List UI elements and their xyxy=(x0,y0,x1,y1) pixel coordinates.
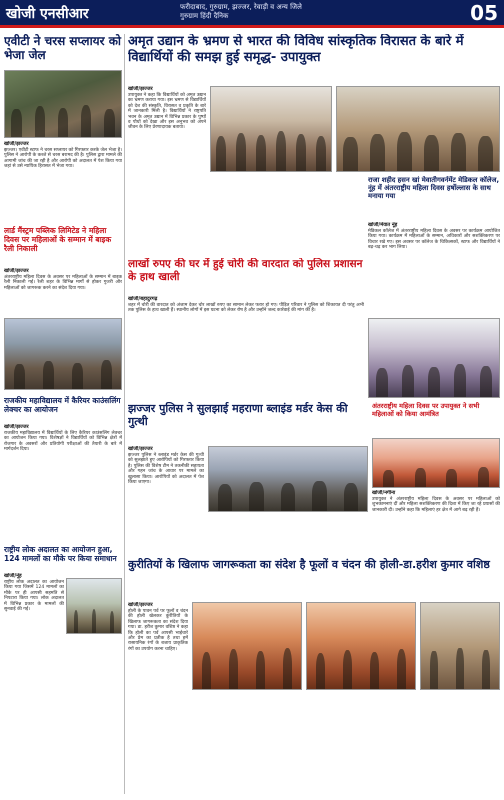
masthead xyxy=(0,0,504,28)
story6-headline-box xyxy=(128,402,368,442)
story9-body: राष्ट्रीय लोक अदालत का आयोजन किया गया जिसमें 124 मामलों का मौके पर ही आपसी सहमति से निपटारा किया गया। लोक अदालत में विभिन्न प्रकार के मामलों की सुनवाई की गई। xyxy=(4,580,64,613)
story8-body: उपायुक्त ने अंतरराष्ट्रीय महिला दिवस के अवसर पर महिलाओं को शुभकामनाएं दीं और महिला सशक्तिकरण की दिशा में किए जा रहे प्रयासों की जानकारी दी। उन्होंने कहा कि महिलाएं हर क्षेत्र में आगे बढ़ रही हैं। xyxy=(372,497,500,513)
story10-photo-2 xyxy=(306,602,416,690)
story3-headline-box xyxy=(128,258,364,294)
story8-photo xyxy=(372,438,500,488)
story10-byline: खोजी/झज्जर xyxy=(128,602,153,608)
story5-photo xyxy=(4,318,122,390)
story5-body-box xyxy=(4,268,122,316)
story2-photo-right xyxy=(336,86,500,172)
story4-headline-box xyxy=(368,176,500,220)
story5-headline-box xyxy=(4,226,122,266)
page-number: 05 xyxy=(470,1,498,25)
story1-byline: खोजी/झज्जर xyxy=(4,141,29,147)
story9-headline[interactable]: राष्ट्रीय लोक अदालत का आयोजन हुआ, 124 मामलों का मौके पर किया समाधान xyxy=(4,545,117,563)
story3-headline[interactable]: लाखों रुपए की घर में हुई चोरी की वारदात को पुलिस प्रशासन के हाथ खाली xyxy=(128,258,363,283)
story10-headline[interactable]: कुरीतियों के खिलाफ जागरूकता का संदेश है फूलों व चंदन की होली-डा.हरीश कुमार वशिष्ठ xyxy=(128,558,490,571)
story6-headline[interactable]: झज्जर पुलिस ने सुलझाई महराणा ब्लाइंड मर्डर केस की गुत्थी xyxy=(128,402,348,428)
story5-headline[interactable]: लार्ड मैंस्ट्रम पब्लिक लिमिटेड ने महिला दिवस पर महिलाओं के सम्मान में बाइक रैली निकाली xyxy=(4,226,112,253)
story10-photo-1 xyxy=(192,602,302,690)
story7-headline[interactable]: राजकीय महाविद्यालय में कैरियर काउंसलिंग लेक्चर का आयोजन xyxy=(4,396,121,414)
story8-headline[interactable]: अंतरराष्ट्रीय महिला दिवस पर उपायुक्त ने सभी महिलाओं को किया आमंत्रित xyxy=(372,402,480,418)
story6-body: झज्जर पुलिस ने ब्लाइंड मर्डर केस की गुत्थी को सुलझाते हुए आरोपियों को गिरफ्तार किया है। पुलिस की विशेष टीम ने तकनीकी सहायता और गहन जांच के आधार पर मामले का खुलासा किया। आरोपियों को अदालत में पेश किया जाएगा। xyxy=(128,453,204,486)
brand-name: खोजी एनसीआर xyxy=(6,6,89,22)
column-rule xyxy=(124,34,125,794)
story10-headline-box xyxy=(128,558,500,598)
story1-headline[interactable]: एवीटी ने चरस सप्लायर को भेजा जेल xyxy=(4,34,122,62)
story5-byline: खोजी/झज्जर xyxy=(4,268,29,274)
story2-headline-box xyxy=(128,34,500,84)
story6-byline: खोजी/झज्जर xyxy=(128,446,153,452)
story10-body-box xyxy=(128,602,188,794)
story8-byline: खोजी/नगीना xyxy=(372,490,396,496)
story10-body: होली के पावन पर्व पर फूलों व चंदन की होली खेलकर कुरीतियों के खिलाफ जागरूकता का संदेश दिया गया। डा. हरीश कुमार वशिष्ठ ने कहा कि होली का पर्व आपसी भाईचारे और प्रेम का प्रतीक है तथा हमें रासायनिक रंगों के बजाय प्राकृतिक रंगों का उपयोग करना चाहिए। xyxy=(128,609,188,652)
story2-headline[interactable]: अमृत उद्यान के भ्रमण से भारत की विविध सांस्कृतिक विरासत के बारे में विद्यार्थियों की समझ हुई समृद्ध- उपायुक्त xyxy=(128,34,464,65)
story9-headline-box xyxy=(4,545,122,571)
dateline: फरीदाबाद, गुरुग्राम, झज्जर, रेवाड़ी व अन्य जिले गुरुग्राम हिंदी दैनिक xyxy=(180,3,302,20)
story1-headline-box xyxy=(4,34,122,68)
story4-body: मेडिकल कॉलेज में अंतरराष्ट्रीय महिला दिवस के अवसर पर कार्यक्रम आयोजित किया गया। कार्यक्रम में महिलाओं के सम्मान, अधिकारों और सशक्तिकरण पर विचार रखे गए। इस अवसर पर कॉलेज के चिकित्सकों, स्टाफ और विद्यार्थियों ने बढ़-चढ़ कर भाग लिया। xyxy=(368,229,500,251)
story1-body-box xyxy=(4,141,122,221)
story6-photo xyxy=(208,446,368,512)
story8-body-box xyxy=(372,490,500,554)
story9-body-box xyxy=(4,573,64,683)
story2-photo-left xyxy=(210,86,332,172)
story3-body: शहर में चोरी की वारदात को अंजाम देकर चोर लाखों रुपए का सामान लेकर फरार हो गए। पीड़ित परिवार ने पुलिस को शिकायत दी परंतु अभी तक पुलिस के हाथ खाली हैं। स्थानीय लोगों में इस घटना को लेकर रोष है और उन्होंने जल्द कार्रवाई की मांग की है। xyxy=(128,303,364,314)
story4-headline[interactable]: राजा शहीद हसन खां मेवातीगवर्नमेंट मेडिकल कॉलेज, नूंह में अंतरराष्ट्रीय महिला दिवस हर्षोल्लास के साथ मनाया गया xyxy=(368,176,500,200)
story2-body: उपायुक्त ने कहा कि विद्यार्थियों को अमृत उद्यान का भ्रमण कराया गया। इस भ्रमण से विद्यार्थियों को देश की संस्कृति, विरासत व प्रकृति के बारे में जानकारी मिली है। विद्यार्थियों ने राष्ट्रपति भवन के अमृत उद्यान में विभिन्न प्रकार के पुष्पों व पौधों को देखा और इस अनुभव को अपने जीवन के लिए प्रेरणादायक बताया। xyxy=(128,93,206,131)
story4-byline: खोजी/मेवात नूंह xyxy=(368,222,398,228)
story4-body-box xyxy=(368,222,500,314)
story9-byline: खोजी/नूंह xyxy=(4,573,22,579)
story1-photo xyxy=(4,70,122,138)
story9-photo xyxy=(66,578,122,634)
story8-headline-box xyxy=(372,402,500,436)
story7-headline-box xyxy=(4,396,122,422)
story7-byline: खोजी/झज्जर xyxy=(4,424,29,430)
story6-body-box xyxy=(128,446,204,554)
story3-body-box xyxy=(128,296,364,398)
story3-byline: खोजी/बहादुरगढ़ xyxy=(128,296,158,302)
story10-photo-3 xyxy=(420,602,500,690)
story5-body: अंतरराष्ट्रीय महिला दिवस के अवसर पर महिलाओं के सम्मान में बाइक रैली निकाली गई। रैली शहर के विभिन्न मार्गों से होकर गुजरी और महिलाओं को जागरूक करने का संदेश दिया गया। xyxy=(4,275,122,291)
story2-body-box xyxy=(128,86,206,256)
story1-body: झज्जर। एवीटी स्टाफ ने चरस सप्लायर को गिरफ्तार करके जेल भेजा है। पुलिस ने आरोपी के कब्जे से चरस बरामद की है। पुलिस द्वारा मामले की आगामी जांच की जा रही है और आरोपी को अदालत में पेश किया गया जहां से उसे न्यायिक हिरासत में भेजा गया। xyxy=(4,148,122,170)
story4-photo xyxy=(368,318,500,398)
story7-body-box xyxy=(4,424,122,540)
story7-body: राजकीय महाविद्यालय में विद्यार्थियों के लिए कैरियर काउंसलिंग लेक्चर का आयोजन किया गया। विशेषज्ञों ने विद्यार्थियों को विभिन्न क्षेत्रों में रोजगार के अवसरों और प्रतियोगी परीक्षाओं की तैयारी के बारे में मार्गदर्शन दिया। xyxy=(4,431,122,453)
story2-byline: खोजी/झज्जर xyxy=(128,86,153,92)
